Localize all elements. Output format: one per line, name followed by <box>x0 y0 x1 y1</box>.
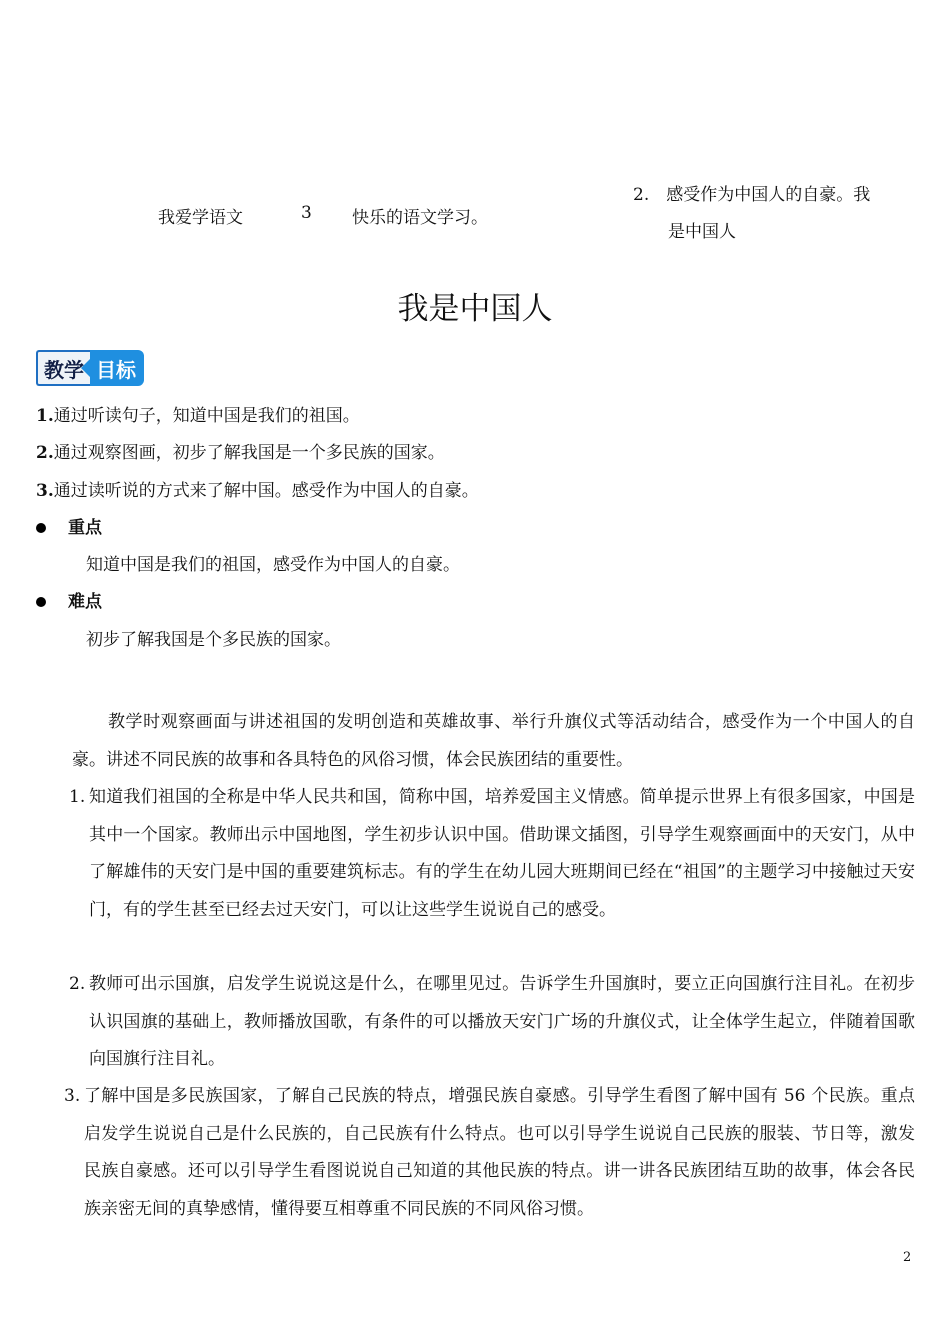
list-item <box>69 966 915 1079</box>
item-number: 3. <box>64 1086 81 1106</box>
key-point-text: 知道中国是我们的祖国，感受作为中国人的自豪。 <box>86 555 460 575</box>
item-text: 知道我们祖国的全称是中华人民共和国，简称中国，培养爱国主义情感。简单提示世界上有很多国家，中国是其中一个国家。教师出示中国地图，学生初步认识中国。借助课文插图，引导学生观察画面中的天安门，从中了解雄伟的天安门是中国的重要建筑标志。有的学生在幼儿园大班期间已经在“祖国”的主题学习中接触过天安门，有的学生甚至已经去过天安门，可以让这些学生说说自己的感受。 <box>89 787 915 920</box>
item-text: 教师可出示国旗，启发学生说说这是什么，在哪里见过。告诉学生升国旗时，要立正向国旗行注目礼。在初步认识国旗的基础上，教师播放国歌，有条件的可以播放天安门广场的升旗仪式，让全体学生起立，伴随着国歌向国旗行注目礼。 <box>89 974 915 1069</box>
item-number: 2. <box>69 974 86 994</box>
header-right-line1: 2. 感受作为中国人的自豪。我 <box>633 185 871 205</box>
intro-paragraph: 教学时观察画面与讲述祖国的发明创造和英雄故事、举行升旗仪式等活动结合，感受作为一个中国人的自豪。讲述不同民族的故事和各具特色的风俗习惯，体会民族团结的重要性。 <box>72 712 915 770</box>
header-unit: 我爱学语文 <box>158 208 243 228</box>
goal-item <box>36 401 360 426</box>
goal-number: 2. <box>36 443 54 463</box>
bullet-icon <box>36 523 46 533</box>
item-text: 了解中国是多民族国家，了解自己民族的特点，增强民族自豪感。引导学生看图了解中国有 56 个民族。重点启发学生说说自己是什么民族的，自己民族有什么特点。也可以引导学生说说自己民族的服装、节日等，激发民族自豪感。还可以引导学生看图说说自己知道的其他民族的特点。讲一讲各民族团结互助的故事，体会各民族亲密无间的真挚感情，懂得要互相尊重不同民族的不同风俗习惯。 <box>84 1086 915 1219</box>
goal-item <box>36 476 479 501</box>
key-point-heading <box>36 513 102 538</box>
goal-text: 通过读听说的方式来了解中国。感受作为中国人的自豪。 <box>53 481 479 501</box>
header-right-line2: 是中国人 <box>668 222 736 242</box>
badge-right-label: 目标 <box>90 350 144 386</box>
goal-text: 通过观察图画，初步了解我国是一个多民族的国家。 <box>53 443 445 463</box>
difficulty-label: 难点 <box>68 592 102 612</box>
goal-number: 1. <box>36 406 54 426</box>
teaching-goals-badge <box>36 350 144 386</box>
goal-number: 3. <box>36 481 54 501</box>
page-number: 2 <box>903 1250 912 1265</box>
difficulty-heading <box>36 587 102 612</box>
goal-item <box>36 438 445 463</box>
badge-left-label: 教学 <box>36 350 90 386</box>
bullet-icon <box>36 597 46 607</box>
page-title: 我是中国人 <box>397 291 553 327</box>
key-point-label: 重点 <box>68 518 102 538</box>
goal-text: 通过听读句子，知道中国是我们的祖国。 <box>53 406 360 426</box>
list-item <box>69 779 915 929</box>
header-lesson-number: 3 <box>301 203 312 223</box>
header-lesson-text: 快乐的语文学习。 <box>352 208 488 228</box>
item-number: 1. <box>69 787 86 807</box>
list-item <box>64 1078 915 1228</box>
difficulty-text: 初步了解我国是个多民族的国家。 <box>86 630 341 650</box>
